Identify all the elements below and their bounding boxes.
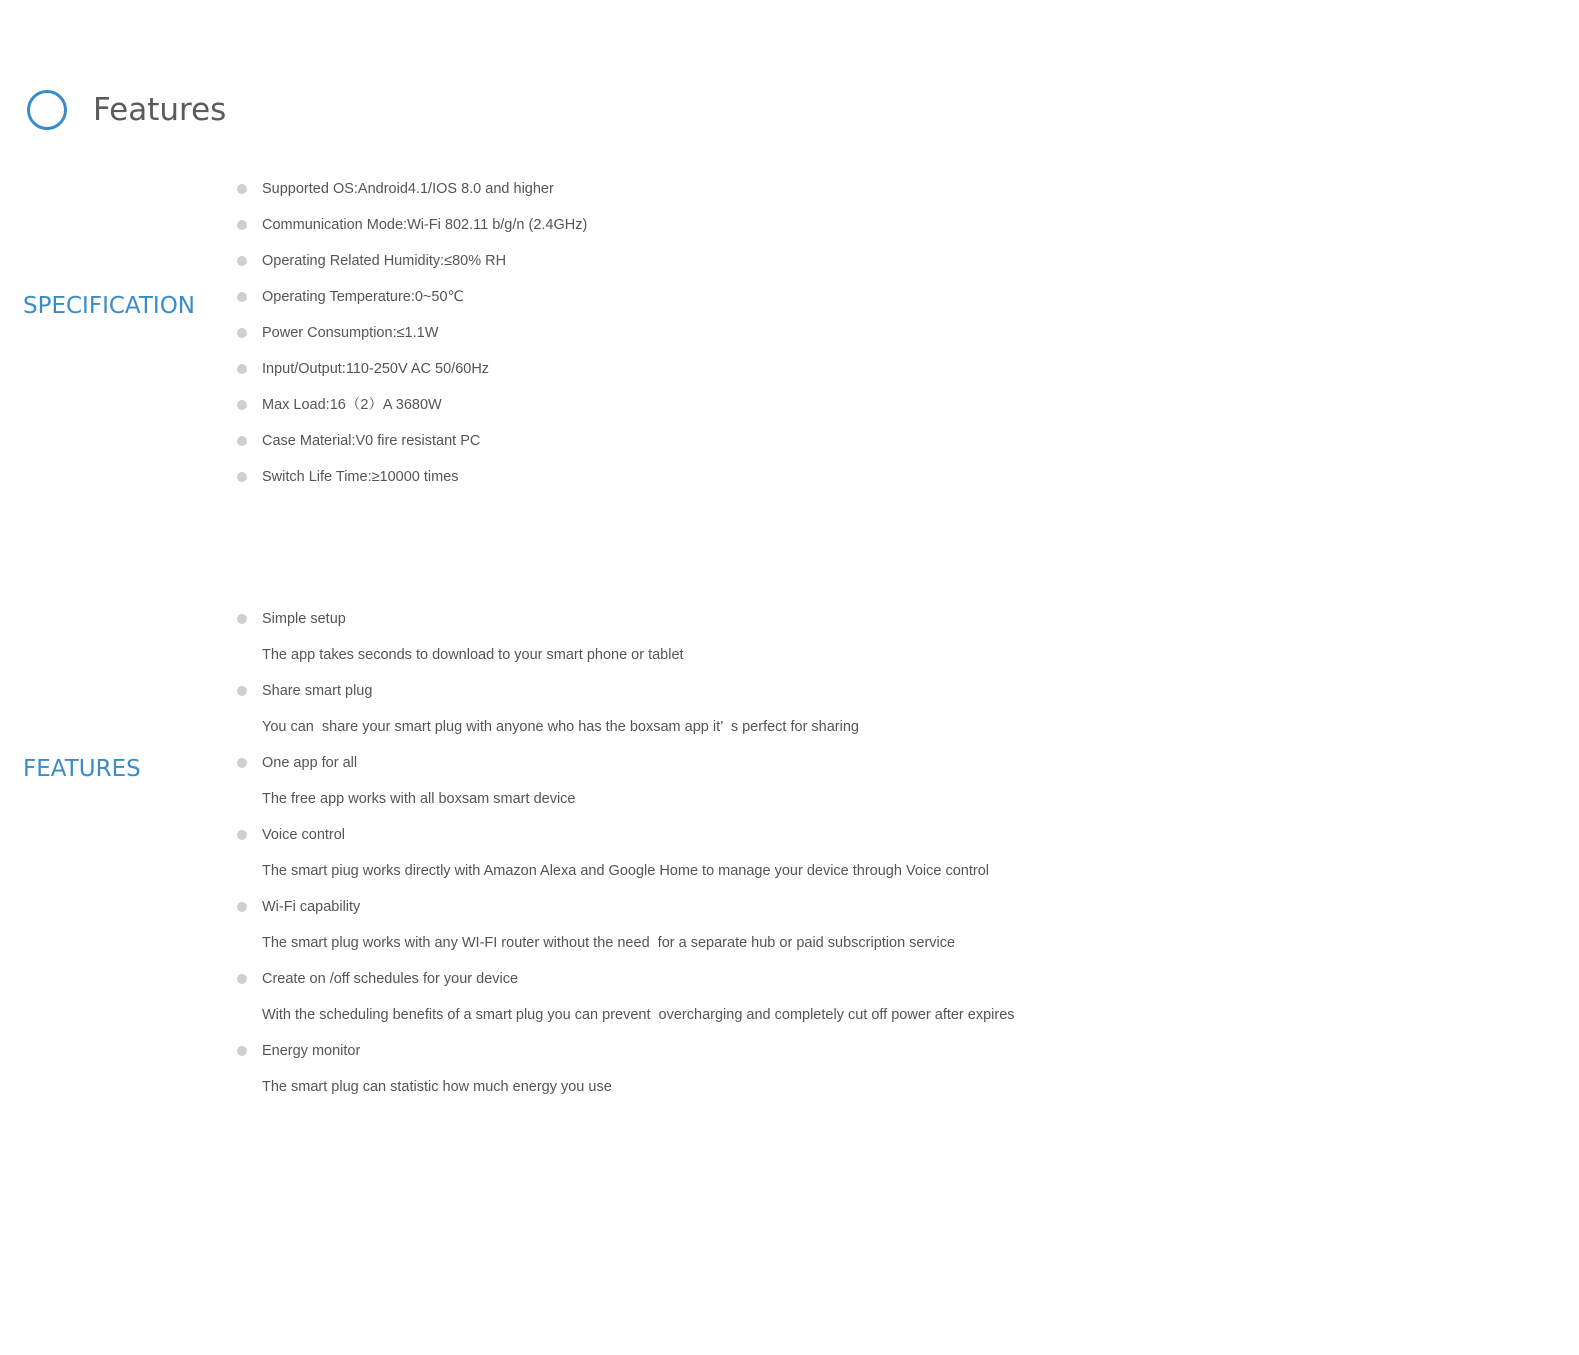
spec-item-text: Max Load:16（2）A 3680W: [262, 397, 442, 413]
bullet-icon: [237, 974, 247, 984]
feature-title: [237, 966, 1015, 1002]
specification-list: [237, 176, 587, 500]
feature-title-text: One app for all: [262, 755, 358, 771]
spec-item-text: Operating Temperature:0~50℃: [262, 289, 464, 305]
spec-item: [237, 176, 587, 212]
spec-item-text: Communication Mode:Wi-Fi 802.11 b/g/n (2.4GHz): [262, 217, 588, 233]
bullet-icon: [237, 400, 247, 410]
spec-item: [237, 428, 587, 464]
feature-title: [237, 678, 1015, 714]
features-list: [237, 606, 1015, 1110]
feature-title: [237, 606, 1015, 642]
bullet-icon: [237, 220, 247, 230]
feature-title-text: Simple setup: [262, 611, 346, 627]
bullet-icon: [237, 830, 247, 840]
spec-item-text: Input/Output:110-250V AC 50/60Hz: [262, 361, 490, 377]
spec-item-text: Case Material:V0 fire resistant PC: [262, 433, 481, 449]
feature-title-text: Share smart plug: [262, 683, 373, 699]
feature-title-text: Voice control: [262, 827, 346, 843]
spec-item: [237, 284, 587, 320]
feature-title: [237, 750, 1015, 786]
feature-title: [237, 894, 1015, 930]
bullet-icon: [237, 1046, 247, 1056]
bullet-icon: [237, 292, 247, 302]
feature-description: The app takes seconds to download to your smart phone or tablet: [262, 647, 684, 663]
spec-item: [237, 320, 587, 356]
bullet-icon: [237, 436, 247, 446]
spec-item-text: Power Consumption:≤1.1W: [262, 325, 439, 341]
bullet-icon: [237, 184, 247, 194]
feature-title: [237, 1038, 1015, 1074]
bullet-icon: [237, 758, 247, 768]
feature-description: The free app works with all boxsam smart device: [262, 791, 576, 807]
feature-description: The smart piug works directly with Amazon Alexa and Google Home to manage your device through Voice control: [262, 863, 989, 879]
feature-description: You can share your smart plug with anyone who has the boxsam app it’ s perfect for sharing: [262, 719, 859, 735]
features-heading: FEATURES: [23, 756, 141, 782]
spec-item: [237, 464, 587, 500]
bullet-icon: [237, 328, 247, 338]
feature-title-text: Create on /off schedules for your device: [262, 971, 519, 987]
bullet-icon: [237, 472, 247, 482]
feature-title-text: Energy monitor: [262, 1043, 361, 1059]
spec-item: [237, 248, 587, 284]
bullet-icon: [237, 256, 247, 266]
spec-item-text: Supported OS:Android4.1/IOS 8.0 and higher: [262, 181, 554, 197]
spec-item-text: Operating Related Humidity:≤80% RH: [262, 253, 507, 269]
page-title: Features: [93, 92, 227, 128]
spec-item: [237, 212, 587, 248]
feature-title: [237, 822, 1015, 858]
circle-icon: [27, 90, 67, 130]
feature-description: With the scheduling benefits of a smart plug you can prevent overcharging and completely cut off power after expires: [262, 1007, 1015, 1023]
bullet-icon: [237, 364, 247, 374]
page-header: [27, 88, 226, 132]
feature-description: The smart plug works with any WI-FI router without the need for a separate hub or paid subscription service: [262, 935, 956, 951]
bullet-icon: [237, 686, 247, 696]
specification-heading: SPECIFICATION: [23, 293, 196, 319]
spec-item: [237, 392, 587, 428]
feature-description: The smart plug can statistic how much energy you use: [262, 1079, 612, 1095]
spec-item-text: Switch Life Time:≥10000 times: [262, 469, 459, 485]
bullet-icon: [237, 614, 247, 624]
spec-item: [237, 356, 587, 392]
feature-title-text: Wi-Fi capability: [262, 899, 361, 915]
bullet-icon: [237, 902, 247, 912]
